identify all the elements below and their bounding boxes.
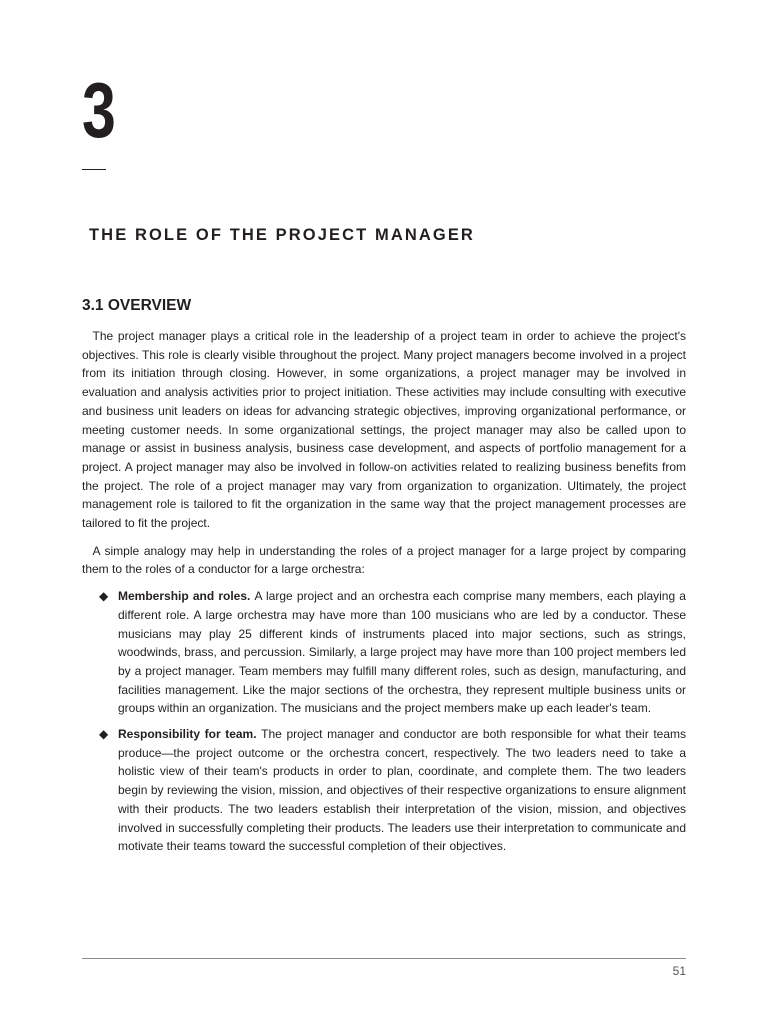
analogy-bullet-list [82, 587, 686, 856]
bullet-text-responsibility: The project manager and conductor are both responsible for what their teams produce—the project outcome or the orchestra concert, respectively. The two leaders need to take a holistic view of their team's products in order to plan, coordinate, and complete them. The two leaders begin by reviewing the vision, mission, and objectives of their respective organizations to ensure alignment with their products. The two leaders establish their interpretation of the vision, mission, and objectives involved in successfully completing their products. The leaders use their interpretation to communicate and motivate their teams toward the successful completion of their objectives. [118, 727, 687, 854]
bullet-lead-membership: Membership and roles. [118, 589, 255, 604]
bullet-lead-responsibility: Responsibility for team. [118, 727, 262, 742]
section-heading: 3.1 OVERVIEW [82, 297, 192, 314]
page-number: 51 [672, 964, 686, 978]
footer-rule [82, 958, 686, 959]
body-column [82, 296, 686, 856]
chapter-number: 3 [82, 66, 116, 154]
analogy-intro-paragraph: A simple analogy may help in understanding the roles of a project manager for a large project by comparing them to the roles of a conductor for a large orchestra: [82, 543, 686, 577]
diamond-bullet-icon: ◆ [99, 589, 109, 604]
diamond-bullet-icon: ◆ [99, 727, 109, 742]
bullet-responsibility-for-team [99, 725, 687, 856]
bullet-membership-and-roles [99, 587, 686, 718]
bullet-text-membership: A large project and an orchestra each comprise many members, each playing a different role. A large orchestra may have more than 100 musicians who are led by a conductor. These musicians may play 25 different kinds of instruments placed into major sections, such as strings, woodwinds, brass, and percussion. Similarly, a large project may have more than 100 project members led by a project manager. Team members may fulfill many different roles, such as design, manufacturing, and facilities management. Like the major sections of the orchestra, they represent multiple business units or groups within an organization. The musicians and the project members make up each leader's team. [118, 589, 686, 716]
chapter-rule [82, 169, 106, 170]
overview-paragraph: The project manager plays a critical role in the leadership of a project team in order to achieve the project's objectives. This role is clearly visible throughout the project. Many project managers become involved in a project from its initiation through closing. However, in some organizations, a project manager may be involved in evaluation and analysis activities prior to project initiation. These activities may include consulting with executive and business unit leaders on ideas for advancing strategic objectives, improving organizational performance, or meeting customer needs. In some organizational settings, the project manager may also be called upon to manage or assist in business analysis, business case development, and aspects of portfolio management for a project. A project manager may also be involved in follow-on activities related to realizing business benefits from the project. The role of a project manager may vary from organization to organization. Ultimately, the project management role is tailored to fit the organization in the same way that the project management processes are tailored to fit the project. [82, 329, 686, 531]
chapter-title: THE ROLE OF THE PROJECT MANAGER [89, 226, 475, 244]
